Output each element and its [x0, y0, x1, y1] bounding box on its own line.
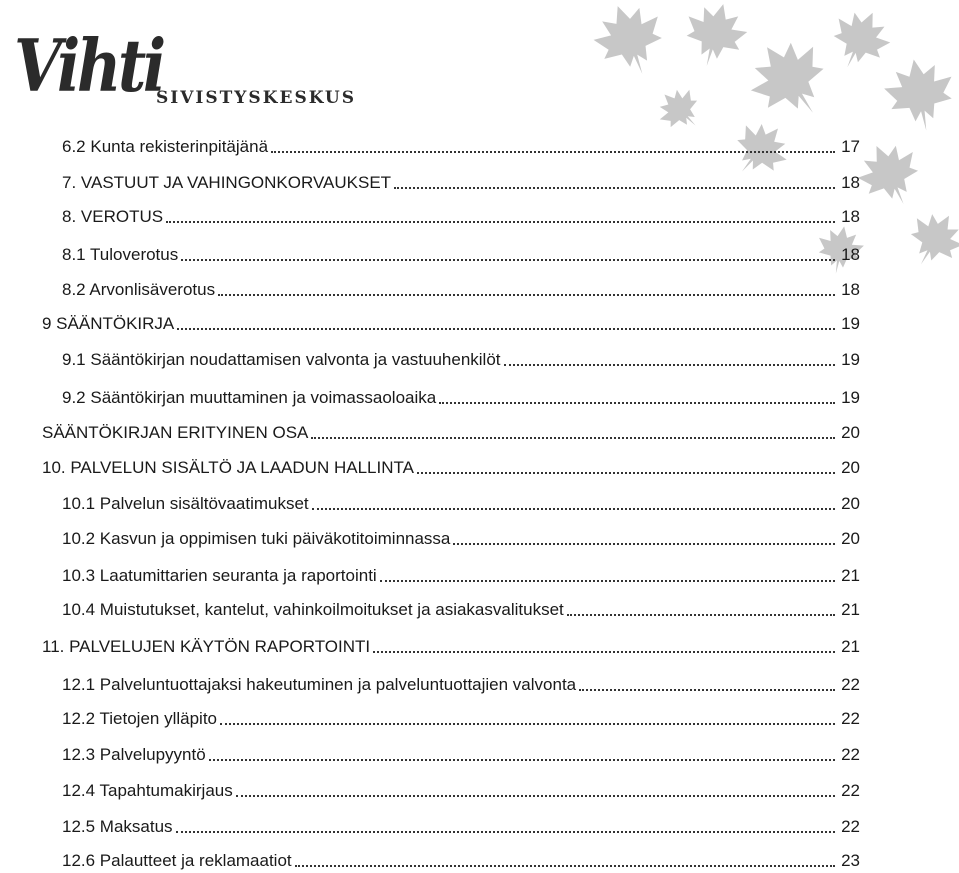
toc-entry[interactable]: [62, 566, 860, 586]
toc-entry[interactable]: [62, 817, 860, 837]
toc-entry-title: 11. PALVELUJEN KÄYTÖN RAPORTOINTI: [42, 637, 371, 656]
toc-leader-dots: [166, 221, 835, 223]
toc-entry-page: 21: [841, 566, 860, 585]
toc-leader-dots: [439, 402, 835, 404]
toc-entry-page: 21: [841, 637, 860, 656]
toc-leader-dots: [373, 651, 835, 653]
toc-leader-dots: [504, 364, 835, 366]
toc-entry-page: 17: [841, 137, 860, 156]
toc-leader-dots: [295, 865, 835, 867]
vihti-logo: Vihti: [14, 23, 163, 108]
toc-entry-title: 10.2 Kasvun ja oppimisen tuki päiväkotitoiminnassa: [62, 529, 451, 548]
toc-entry-title: 10.1 Palvelun sisältövaatimukset: [62, 494, 309, 513]
toc-entry[interactable]: [62, 781, 860, 801]
toc-leader-dots: [236, 795, 835, 797]
logo-subtitle: SIVISTYSKESKUS: [156, 88, 356, 108]
toc-leader-dots: [394, 187, 835, 189]
toc-entry-title: 12.6 Palautteet ja reklamaatiot: [62, 851, 292, 870]
toc-entry[interactable]: [62, 350, 860, 370]
toc-entry-page: 20: [841, 529, 860, 548]
toc-entry-title: 12.2 Tietojen ylläpito: [62, 709, 217, 728]
toc-leader-dots: [176, 831, 835, 833]
toc-entry-page: 19: [841, 314, 860, 333]
toc-entry-page: 22: [841, 817, 860, 836]
toc-entry-page: 18: [841, 245, 860, 264]
toc-entry-title: 8.1 Tuloverotus: [62, 245, 179, 264]
toc-entry-page: 18: [841, 173, 860, 192]
toc-entry-page: 21: [841, 600, 860, 619]
toc-entry-page: 18: [841, 207, 860, 226]
toc-entry[interactable]: [42, 458, 860, 478]
toc-entry-title: 8. VEROTUS: [62, 207, 164, 226]
toc-entry-title: 10.3 Laatumittarien seuranta ja raportointi: [62, 566, 377, 585]
toc-entry-title: 6.2 Kunta rekisterinpitäjänä: [62, 137, 269, 156]
toc-leader-dots: [312, 508, 835, 510]
toc-leader-dots: [271, 151, 835, 153]
toc-entry-page: 19: [841, 350, 860, 369]
toc-entry[interactable]: [62, 173, 860, 193]
toc-entry[interactable]: [42, 314, 860, 334]
toc-entry[interactable]: [42, 423, 860, 443]
toc-entry-page: 20: [841, 423, 860, 442]
toc-entry[interactable]: [62, 207, 860, 227]
toc-entry-title: 10. PALVELUN SISÄLTÖ JA LAADUN HALLINTA: [42, 458, 414, 477]
toc-entry-title: 9.2 Sääntökirjan muuttaminen ja voimassaoloaika: [62, 388, 437, 407]
toc-entry-page: 20: [841, 494, 860, 513]
toc-entry-title: 9 SÄÄNTÖKIRJA: [42, 314, 175, 333]
toc-entry-page: 19: [841, 388, 860, 407]
toc-entry[interactable]: [62, 851, 860, 871]
toc-entry[interactable]: [62, 600, 860, 620]
toc-leader-dots: [417, 472, 835, 474]
toc-entry[interactable]: [62, 529, 860, 549]
toc-leader-dots: [453, 543, 835, 545]
toc-entry[interactable]: [62, 745, 860, 765]
toc-entry-title: 12.4 Tapahtumakirjaus: [62, 781, 233, 800]
toc-entry[interactable]: [42, 637, 860, 657]
toc-leader-dots: [567, 614, 835, 616]
toc-entry-title: 12.5 Maksatus: [62, 817, 173, 836]
toc-entry-title: 10.4 Muistutukset, kantelut, vahinkoilmoitukset ja asiakasvalitukset: [62, 600, 564, 619]
toc-entry-title: 12.1 Palveluntuottajaksi hakeutuminen ja palveluntuottajien valvonta: [62, 675, 577, 694]
toc-entry-page: 18: [841, 280, 860, 299]
toc-entry-title: 9.1 Sääntökirjan noudattamisen valvonta ja vastuuhenkilöt: [62, 350, 501, 369]
toc-leader-dots: [181, 259, 835, 261]
toc-entry-page: 23: [841, 851, 860, 870]
toc-entry-title: 7. VASTUUT JA VAHINGONKORVAUKSET: [62, 173, 392, 192]
toc-entry-page: 22: [841, 675, 860, 694]
toc-leader-dots: [579, 689, 835, 691]
toc-leader-dots: [218, 294, 835, 296]
toc-leader-dots: [209, 759, 835, 761]
toc-entry-title: 8.2 Arvonlisäverotus: [62, 280, 216, 299]
toc-leader-dots: [220, 723, 835, 725]
toc-entry[interactable]: [62, 245, 860, 265]
toc-entry-title: 12.3 Palvelupyyntö: [62, 745, 206, 764]
toc-entry-page: 20: [841, 458, 860, 477]
toc-entry[interactable]: [62, 280, 860, 300]
toc-entry[interactable]: [62, 494, 860, 514]
toc-entry-title: SÄÄNTÖKIRJAN ERITYINEN OSA: [42, 423, 309, 442]
toc-leader-dots: [177, 328, 835, 330]
toc-entry[interactable]: [62, 388, 860, 408]
toc-entry-page: 22: [841, 709, 860, 728]
toc-entry[interactable]: [62, 137, 860, 157]
toc-entry[interactable]: [62, 709, 860, 729]
toc-leader-dots: [311, 437, 835, 439]
toc-entry-page: 22: [841, 745, 860, 764]
toc-entry-page: 22: [841, 781, 860, 800]
toc-leader-dots: [380, 580, 835, 582]
toc-entry[interactable]: [62, 675, 860, 695]
